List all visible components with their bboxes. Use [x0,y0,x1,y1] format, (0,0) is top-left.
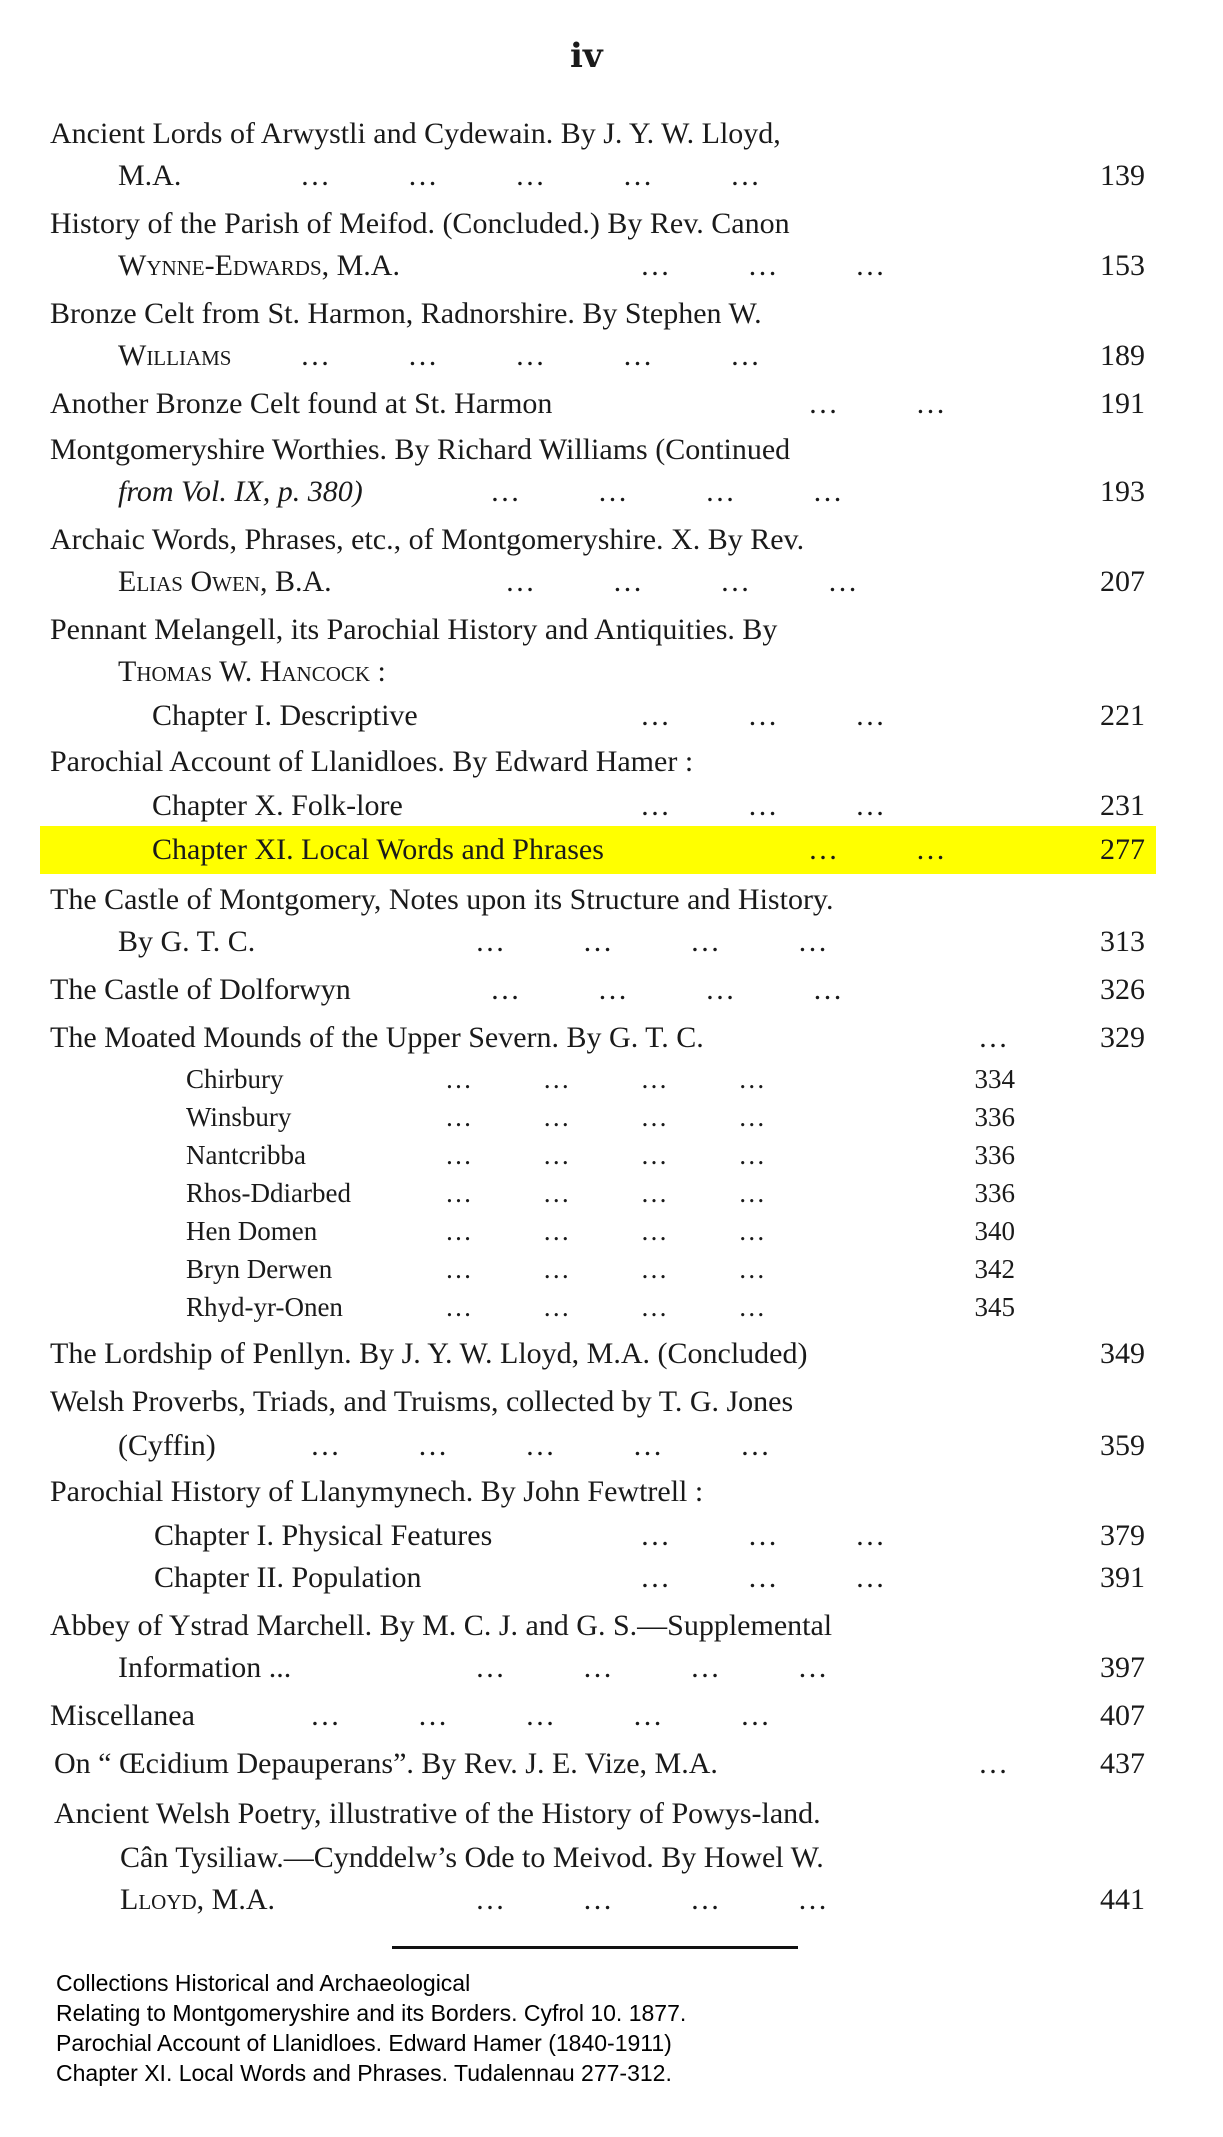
entry-title: Parochial Account of Llanidloes. By Edward Hamer : [50,745,694,778]
entry-title: Montgomeryshire Worthies. By Richard Williams (Continued [50,433,791,466]
entry-title: Ancient Lords of Arwystli and Cydewain. By J. Y. W. Lloyd, [50,117,781,150]
leader-dots: … … … … … [310,1699,771,1732]
toc-entry[interactable] [0,1018,1223,1058]
entry-page: 407 [1100,1699,1145,1732]
mound-name: Rhos-Ddiarbed [186,1178,351,1208]
toc-entry-cont [0,652,1223,692]
entry-title: The Castle of Montgomery, Notes upon its Structure and History. [50,883,834,916]
entry-title: Chapter II. Population [154,1561,422,1594]
entry-title-cont: Cân Tysiliaw.—Cynddelw’s Ode to Meivod. By Howel W. [120,1841,824,1874]
mound-item[interactable] [0,1097,1223,1137]
toc-entry[interactable] [0,520,1223,560]
entry-page: 326 [1100,973,1145,1006]
entry-title: Another Bronze Celt found at St. Harmon [50,387,553,420]
entry-page: 193 [1100,475,1145,508]
entry-title-cont: M.A. [118,159,182,192]
leader-dots: … … [808,833,947,866]
entry-title: The Moated Mounds of the Upper Severn. By G. T. C. [50,1021,704,1054]
leader-dots: … … … [640,1519,886,1552]
mound-page: 342 [974,1254,1015,1284]
footer-line: Collections Historical and Archaeological [56,1970,471,1996]
footer-line: Relating to Montgomeryshire and its Borders. Cyfrol 10. 1877. [56,2000,687,2026]
entry-title: Archaic Words, Phrases, etc., of Montgomeryshire. X. By Rev. [50,523,805,556]
entry-title: History of the Parish of Meifod. (Concluded.) By Rev. Canon [50,207,790,240]
toc-entry-highlighted[interactable] [0,830,1223,870]
mound-name: Winsbury [186,1102,292,1132]
toc-entry[interactable] [0,114,1223,154]
mound-page: 336 [974,1178,1015,1208]
entry-title: Chapter I. Physical Features [154,1519,493,1552]
entry-title-cont: Williams [118,339,232,372]
footer-line: Parochial Account of Llanidloes. Edward Hamer (1840-1911) [56,2030,672,2056]
entry-title: Chapter X. Folk-lore [152,789,403,822]
toc-entry-cont [0,922,1223,962]
entry-title: Miscellanea [50,1699,195,1732]
toc-entry[interactable] [0,204,1223,244]
page-number: iv [570,36,603,76]
toc-entry[interactable] [0,696,1223,736]
mound-page: 334 [974,1064,1015,1094]
entry-page: 207 [1100,565,1145,598]
entry-page: 437 [1100,1747,1145,1780]
leader-dots: … [978,1021,1009,1054]
mound-item[interactable] [0,1211,1223,1251]
mound-item[interactable] [0,1249,1223,1289]
entry-title-cont: By G. T. C. [118,925,256,958]
leader-dots: … … … [640,699,886,732]
entry-page: 231 [1100,789,1145,822]
mound-page: 336 [974,1140,1015,1170]
mound-name: Bryn Derwen [186,1254,333,1284]
mound-page: 345 [974,1292,1015,1322]
leader-dots: … … … … [505,565,859,598]
leader-dots: … … … [640,1561,886,1594]
entry-page: 379 [1100,1519,1145,1552]
entry-page: 349 [1100,1337,1145,1370]
entry-title: The Lordship of Penllyn. By J. Y. W. Lloyd, M.A. (Concluded) [50,1337,808,1370]
leader-dots: … … … … … [300,159,761,192]
leader-dots: … … [808,387,947,420]
toc-entry-cont [0,472,1223,512]
leader-dots: … … … … [445,1178,767,1208]
entry-page: 139 [1100,159,1145,192]
toc-entry[interactable] [0,786,1223,826]
entry-title: Chapter XI. Local Words and Phrases [152,833,604,866]
toc-entry[interactable] [0,1744,1223,1784]
leader-dots: … … … [640,789,886,822]
toc-entry[interactable] [0,970,1223,1010]
entry-page: 277 [1100,833,1145,866]
toc-entry[interactable] [0,610,1223,650]
entry-title-cont: Elias Owen, B.A. [118,565,332,598]
mound-item[interactable] [0,1287,1223,1327]
entry-page: 221 [1100,699,1145,732]
footer-line: Chapter XI. Local Words and Phrases. Tudalennau 277-312. [56,2060,672,2086]
leader-dots: … … … … [475,1651,829,1684]
entry-page: 397 [1100,1651,1145,1684]
entry-title-cont: Thomas W. Hancock : [118,655,386,688]
leader-dots: … … … … [445,1254,767,1284]
mound-name: Hen Domen [186,1216,318,1246]
toc-entry[interactable] [0,1472,1223,1512]
entry-title: Ancient Welsh Poetry, illustrative of the History of Powys-land. [54,1797,821,1830]
toc-entry[interactable] [0,1558,1223,1598]
entry-title: Bronze Celt from St. Harmon, Radnorshire. By Stephen W. [50,297,762,330]
entry-page: 189 [1100,339,1145,372]
mound-item[interactable] [0,1173,1223,1213]
entry-title: Abbey of Ystrad Marchell. By M. C. J. and G. S.—Supplemental [50,1609,833,1642]
toc-entry-cont [0,1880,1223,1920]
leader-dots: … … … … [445,1292,767,1322]
leader-dots: … … … … [445,1216,767,1246]
mound-name: Rhyd-yr-Onen [186,1292,343,1322]
mound-name: Nantcribba [186,1140,306,1170]
leader-dots: … … … … [475,925,829,958]
toc-entry[interactable] [0,1516,1223,1556]
toc-entry-cont [0,1648,1223,1688]
entry-title: The Castle of Dolforwyn [50,973,351,1006]
entry-page: 329 [1100,1021,1145,1054]
mound-page: 336 [974,1102,1015,1132]
entry-title: Parochial History of Llanymynech. By John Fewtrell : [50,1475,704,1508]
mound-item[interactable] [0,1135,1223,1175]
toc-entry-cont [0,562,1223,602]
mound-item[interactable] [0,1059,1223,1099]
leader-dots: … … … … [475,1883,829,1916]
entry-page: 441 [1100,1883,1145,1916]
entry-page: 359 [1100,1429,1145,1462]
toc-entry[interactable] [0,294,1223,334]
entry-title: Pennant Melangell, its Parochial History and Antiquities. By [50,613,778,646]
leader-dots: … … … … … [310,1429,771,1462]
leader-dots: … … … … [490,475,844,508]
leader-dots: … … … … [490,973,844,1006]
entry-title-cont: Wynne-Edwards, M.A. [118,249,400,282]
toc-entry[interactable] [0,430,1223,470]
toc-entry[interactable] [0,1794,1223,1834]
leader-dots: … … … [640,249,886,282]
entry-page: 391 [1100,1561,1145,1594]
toc-entry-cont [0,156,1223,196]
toc-entry-cont [0,246,1223,286]
toc-entry[interactable] [0,742,1223,782]
toc-entry[interactable] [0,1382,1223,1422]
mound-page: 340 [974,1216,1015,1246]
entry-title-cont: Information ... [118,1651,292,1684]
toc-entry-cont [0,1838,1223,1878]
leader-dots: … … … … [445,1140,767,1170]
entry-page: 191 [1100,387,1145,420]
entry-page: 313 [1100,925,1145,958]
section-rule [392,1946,798,1949]
toc-entry[interactable] [0,1334,1223,1374]
entry-page: 153 [1100,249,1145,282]
leader-dots: … [978,1747,1009,1780]
leader-dots: … … … … [445,1064,767,1094]
mound-name: Chirbury [186,1064,284,1094]
toc-entry[interactable] [0,1606,1223,1646]
entry-title-cont: Lloyd, M.A. [120,1883,275,1916]
toc-entry-cont [0,1426,1223,1466]
toc-entry-cont [0,336,1223,376]
entry-title: Chapter I. Descriptive [152,699,418,732]
entry-title: On “ Œcidium Depauperans”. By Rev. J. E. Vize, M.A. [54,1747,718,1780]
entry-title: Welsh Proverbs, Triads, and Truisms, collected by T. G. Jones [50,1385,794,1418]
toc-entry[interactable] [0,880,1223,920]
toc-entry[interactable] [0,1696,1223,1736]
toc-entry[interactable] [0,384,1223,424]
leader-dots: … … … … [445,1102,767,1132]
leader-dots: … … … … … [300,339,761,372]
entry-title-cont: from Vol. IX, p. 380) [118,475,363,508]
entry-title-cont: (Cyffin) [118,1429,216,1462]
